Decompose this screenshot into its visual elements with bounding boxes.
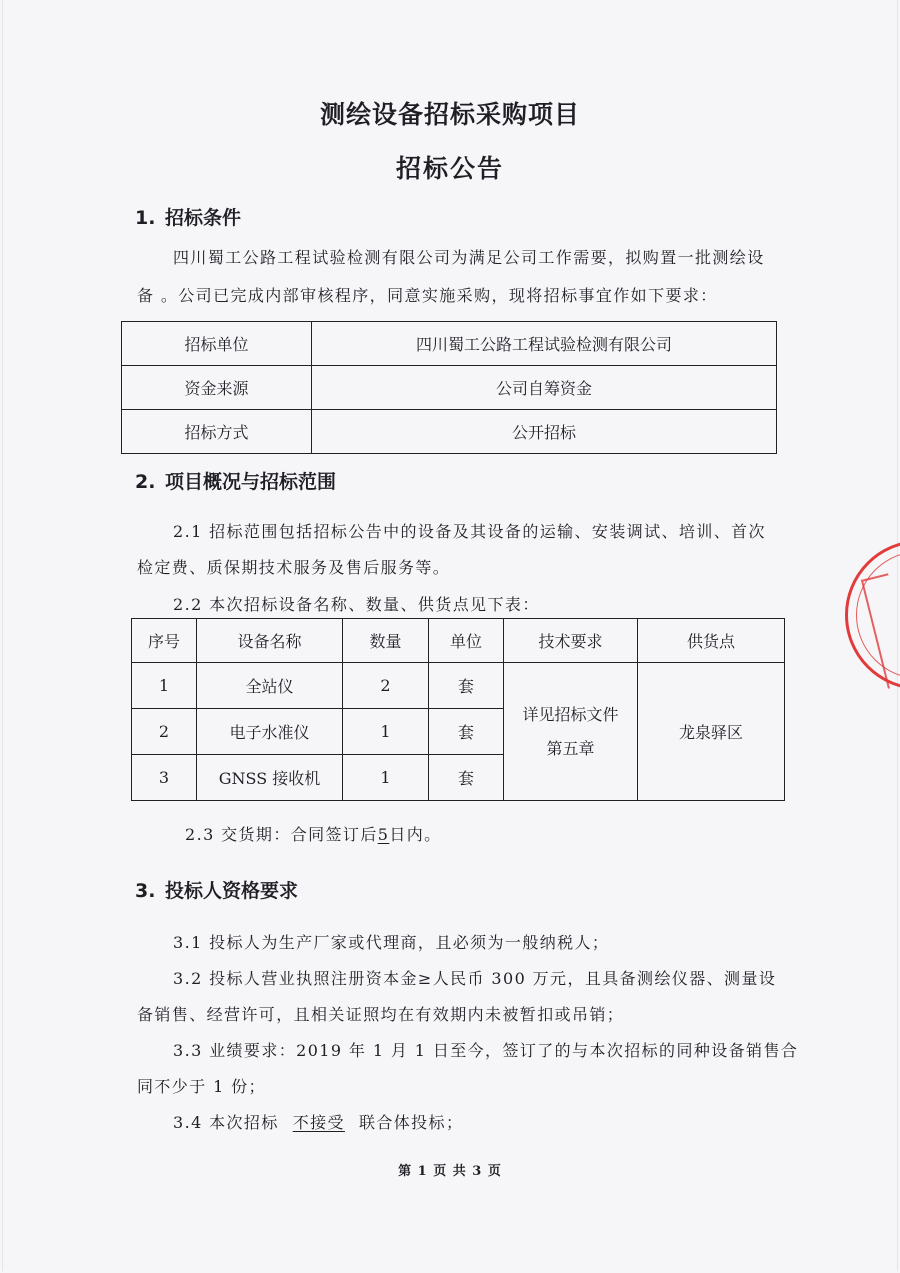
tech-line-1: 详见招标文件 <box>522 704 619 724</box>
delivery-days: 5 <box>377 825 390 844</box>
page-number: 第 1 页 共 3 页 <box>398 1164 502 1179</box>
section-1-heading <box>135 203 241 230</box>
delivery-suffix: 日内。 <box>389 825 442 844</box>
company-seal-stamp <box>845 540 900 690</box>
table-cell-value: 公开招标 <box>312 410 777 454</box>
cell-no: 2 <box>132 709 197 755</box>
section-2-3-text <box>185 822 442 845</box>
column-header: 供货点 <box>638 619 785 663</box>
column-header: 序号 <box>132 619 197 663</box>
section-2-1-line-1: 2.1 招标范围包括招标公告中的设备及其设备的运输、安装调试、培训、首次 <box>173 522 766 541</box>
document-title: 测绘设备招标采购项目 <box>319 100 580 129</box>
table-row <box>122 322 777 366</box>
cell-qty: 2 <box>343 663 429 709</box>
section-3-3-line-1: 3.3 业绩要求：2019 年 1 月 1 日至今，签订了的与本次招标的同种设备销售合 <box>173 1041 799 1060</box>
section-3-heading <box>135 876 298 903</box>
table-cell-label: 资金来源 <box>122 366 312 410</box>
table-header-row <box>132 619 785 663</box>
section-1-paragraph-line-2: 备 。公司已完成内部审核程序，同意实施采购，现将招标事宜作如下要求： <box>137 286 718 305</box>
table-cell-label: 招标方式 <box>122 410 312 454</box>
table-row <box>122 410 777 454</box>
cell-name: 全站仪 <box>197 663 343 709</box>
section-2-2-text: 2.2 本次招标设备名称、数量、供货点见下表： <box>173 595 540 614</box>
section-2-1-line-2: 检定费、质保期技术服务及售后服务等。 <box>137 558 451 577</box>
section-3-1-text: 3.1 投标人为生产厂家或代理商，且必须为一般纳税人； <box>173 933 610 952</box>
section-3-2-line-2: 备销售、经营许可，且相关证照均在有效期内未被暂扣或吊销； <box>137 1005 625 1024</box>
section-number: 1. <box>135 207 156 229</box>
cell-unit: 套 <box>429 709 504 755</box>
section-3-3-line-2: 同不少于 1 份； <box>137 1077 266 1096</box>
section-title: 招标条件 <box>165 207 242 229</box>
section-number: 3. <box>135 880 156 902</box>
cell-name: 电子水准仪 <box>197 709 343 755</box>
table-cell-value: 四川蜀工公路工程试验检测有限公司 <box>312 322 777 366</box>
delivery-prefix: 2.3 交货期：合同签订后 <box>185 825 378 844</box>
document-subtitle: 招标公告 <box>395 154 504 183</box>
cell-qty: 1 <box>343 709 429 755</box>
cell-supply-point: 龙泉驿区 <box>638 663 785 801</box>
cell-qty: 1 <box>343 755 429 801</box>
column-header: 设备名称 <box>197 619 343 663</box>
table-row <box>122 366 777 410</box>
section-number: 2. <box>135 471 156 493</box>
cell-name: GNSS 接收机 <box>197 755 343 801</box>
tech-line-2: 第五章 <box>546 738 595 758</box>
consortium-suffix: 联合体投标； <box>358 1113 464 1132</box>
cell-no: 1 <box>132 663 197 709</box>
cell-unit: 套 <box>429 755 504 801</box>
consortium-prefix: 3.4 本次招标 <box>173 1113 279 1132</box>
column-header: 技术要求 <box>504 619 638 663</box>
table-cell-label: 招标单位 <box>122 322 312 366</box>
column-header: 单位 <box>429 619 504 663</box>
section-3-4-text <box>173 1110 463 1133</box>
consortium-value: 不接受 <box>292 1113 345 1132</box>
table-row <box>132 663 785 709</box>
section-2-heading <box>135 467 336 494</box>
section-1-paragraph-line-1: 四川蜀工公路工程试验检测有限公司为满足公司工作需要，拟购置一批测绘设 <box>173 248 765 267</box>
equipment-table <box>131 618 785 801</box>
section-3-2-line-1: 3.2 投标人营业执照注册资本金≥人民币 300 万元，且具备测绘仪器、测量设 <box>173 969 777 988</box>
cell-unit: 套 <box>429 663 504 709</box>
section-title: 投标人资格要求 <box>165 880 299 902</box>
cell-tech-requirement <box>504 663 638 801</box>
table-cell-value: 公司自筹资金 <box>312 366 777 410</box>
section-title: 项目概况与招标范围 <box>165 471 337 493</box>
column-header: 数量 <box>343 619 429 663</box>
cell-no: 3 <box>132 755 197 801</box>
tender-info-table <box>121 321 777 454</box>
